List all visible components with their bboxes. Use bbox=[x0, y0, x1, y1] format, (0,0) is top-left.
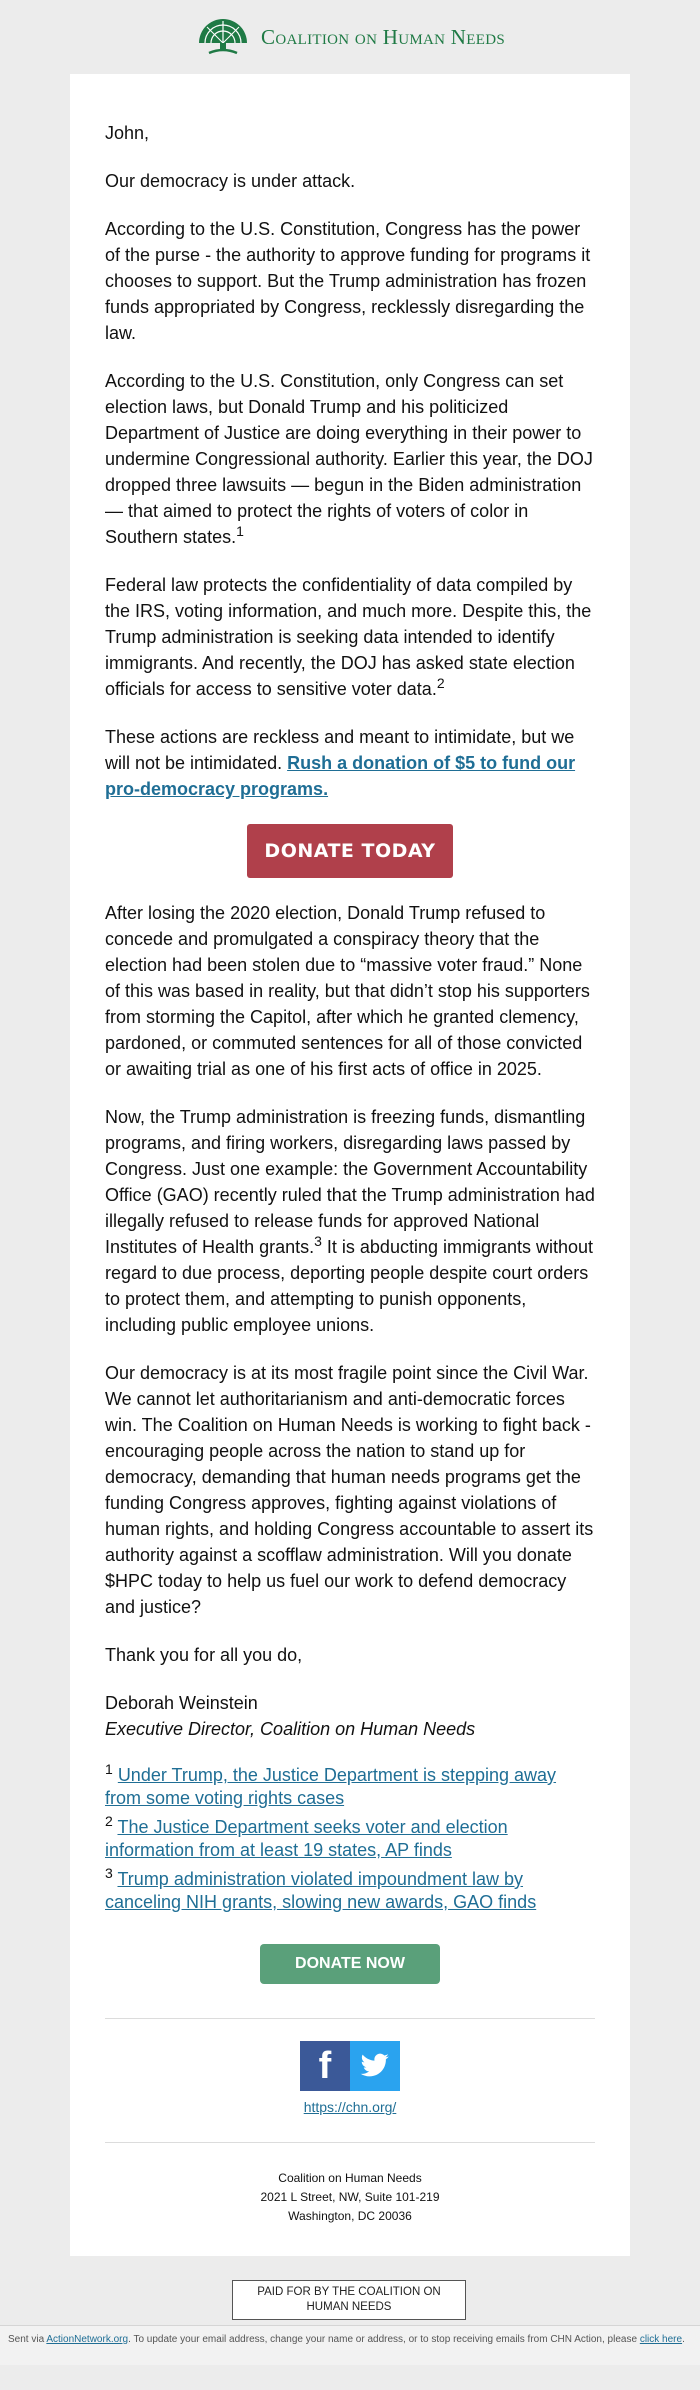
salutation: John, bbox=[105, 123, 150, 143]
address-line-3: Washington, DC 20036 bbox=[288, 2209, 412, 2223]
paragraph-7-text-a: Now, the Trump administration is freezing funds, dismantling programs, and firing workers, disregarding laws passed by Congress. Just one example: the Government Accountability Office (GAO) recently ruled that the Trump administration had illegally refused to release funds for approved National Institutes of Health grants. bbox=[105, 1107, 595, 1257]
donate-now-container bbox=[105, 1944, 595, 1984]
divider bbox=[105, 2018, 595, 2019]
action-network-link[interactable]: ActionNetwork.org bbox=[46, 2334, 129, 2345]
sent-via-text: Sent via bbox=[8, 2334, 47, 2345]
footnote-link-3[interactable]: Trump administration violated impoundment law by canceling NIH grants, slowing new awards, GAO finds bbox=[105, 1869, 537, 1912]
donate-today-container bbox=[105, 824, 595, 878]
paragraph-5-text: These actions are reckless and meant to intimidate, but we will not be intimidated. bbox=[105, 727, 575, 773]
site-link-wrap bbox=[105, 2094, 595, 2120]
org-logo[interactable] bbox=[195, 13, 505, 62]
paragraph-9: Thank you for all you do, bbox=[105, 1645, 303, 1665]
footnote-number: 2 bbox=[105, 1813, 113, 1829]
site-link[interactable]: https://chn.org/ bbox=[303, 2099, 397, 2115]
address-line-2: 2021 L Street, NW, Suite 101-219 bbox=[260, 2190, 440, 2204]
signature bbox=[105, 1690, 595, 1742]
paragraph-3 bbox=[105, 368, 595, 550]
social-links bbox=[105, 2041, 595, 2091]
unsubscribe-link[interactable]: click here bbox=[639, 2334, 683, 2345]
donate-now-button[interactable]: DONATE NOW bbox=[260, 1944, 440, 1984]
footnote-number: 3 bbox=[105, 1865, 113, 1881]
paragraph-4-text: Federal law protects the confidentiality of data compiled by the IRS, voting information, and much more. Despite this, the Trump administration is seeking data intended to identify immigrants. And recently, the DOJ has asked state election officials for access to sensitive voter data. bbox=[105, 575, 592, 699]
signer-title: Executive Director, Coalition on Human Needs bbox=[105, 1719, 476, 1739]
paragraph-7-text-b: It is abducting immigrants without regard to due process, deporting people despite court orders to protect them, and attempting to punish opponents, including public employee unions. bbox=[105, 1237, 594, 1335]
footnote-ref-3: 3 bbox=[314, 1233, 322, 1249]
paragraph-1: Our democracy is under attack. bbox=[105, 171, 356, 191]
paragraph-8: Our democracy is at its most fragile point since the Civil War. We cannot let authoritarianism and anti-democratic forces win. The Coalition on Human Needs is working to fight back - encouraging people across the nation to stand up for democracy, demanding that human needs programs get the funding Congress approves, fighting against violations of human rights, and holding Congress accountable to assert its authority against a scofflaw administration. Will you donate $HPC today to help us fuel our work to defend democracy and justice? bbox=[105, 1363, 594, 1617]
footer-middle-text: . To update your email address, change your name or address, or to stop receiving emails from CHN Action, please bbox=[128, 2334, 640, 2345]
footnote-number: 1 bbox=[105, 1761, 113, 1777]
donation-ask-link[interactable]: Rush a donation of $5 to fund our pro-democracy programs. bbox=[105, 753, 576, 799]
footnote-1 bbox=[105, 1761, 595, 1810]
email-header bbox=[0, 0, 700, 74]
paragraph-7 bbox=[105, 1104, 595, 1338]
paid-for-disclaimer: PAID FOR BY THE COALITION ON HUMAN NEEDS bbox=[232, 2280, 466, 2320]
footer-end-text: . bbox=[682, 2334, 685, 2345]
email-body bbox=[105, 120, 595, 2226]
email-card bbox=[70, 74, 630, 2256]
footnote-ref-1: 1 bbox=[236, 523, 244, 539]
twitter-icon[interactable] bbox=[350, 2041, 400, 2091]
mailing-address bbox=[105, 2169, 595, 2226]
divider bbox=[105, 2142, 595, 2143]
paragraph-2: According to the U.S. Constitution, Congress has the power of the purse - the authority to approve funding for programs it chooses to support. But the Trump administration has frozen funds appropriated by Congress, recklessly disregarding the law. bbox=[105, 219, 591, 343]
paragraph-5 bbox=[105, 724, 595, 802]
org-name: Coalition on Human Needs bbox=[261, 24, 505, 49]
paragraph-3-text: According to the U.S. Constitution, only Congress can set election laws, but Donald Trump and his politicized Department of Justice are doing everything in their power to undermine Congressional authority. Earlier this year, the DOJ dropped three lawsuits — begun in the Biden administration — that aimed to protect the rights of voters of color in Southern states. bbox=[105, 371, 593, 547]
footnote-2 bbox=[105, 1813, 595, 1862]
footnote-ref-2: 2 bbox=[436, 675, 445, 691]
footnote-3 bbox=[105, 1865, 595, 1914]
footnotes bbox=[105, 1761, 595, 1914]
signer-name: Deborah Weinstein bbox=[105, 1693, 258, 1713]
facebook-icon[interactable]: f bbox=[300, 2041, 350, 2091]
donate-today-button[interactable]: DONATE TODAY bbox=[247, 824, 453, 878]
social-icons bbox=[300, 2041, 400, 2091]
tree-icon bbox=[195, 13, 251, 62]
paragraph-4 bbox=[105, 572, 595, 702]
footnote-link-1[interactable]: Under Trump, the Justice Department is stepping away from some voting rights cases bbox=[105, 1765, 557, 1808]
footer-bar bbox=[0, 2325, 700, 2365]
address-line-1: Coalition on Human Needs bbox=[278, 2171, 422, 2185]
footnote-link-2[interactable]: The Justice Department seeks voter and election information from at least 19 states, AP finds bbox=[105, 1817, 508, 1860]
paragraph-6: After losing the 2020 election, Donald Trump refused to concede and promulgated a conspiracy theory that the election had been stolen due to “massive voter fraud.” None of this was based in reality, but that didn’t stop his supporters from storming the Capitol, after which he granted clemency, pardoned, or commuted sentences for all of those convicted or awaiting trial as one of his first acts of office in 2025. bbox=[105, 903, 590, 1079]
